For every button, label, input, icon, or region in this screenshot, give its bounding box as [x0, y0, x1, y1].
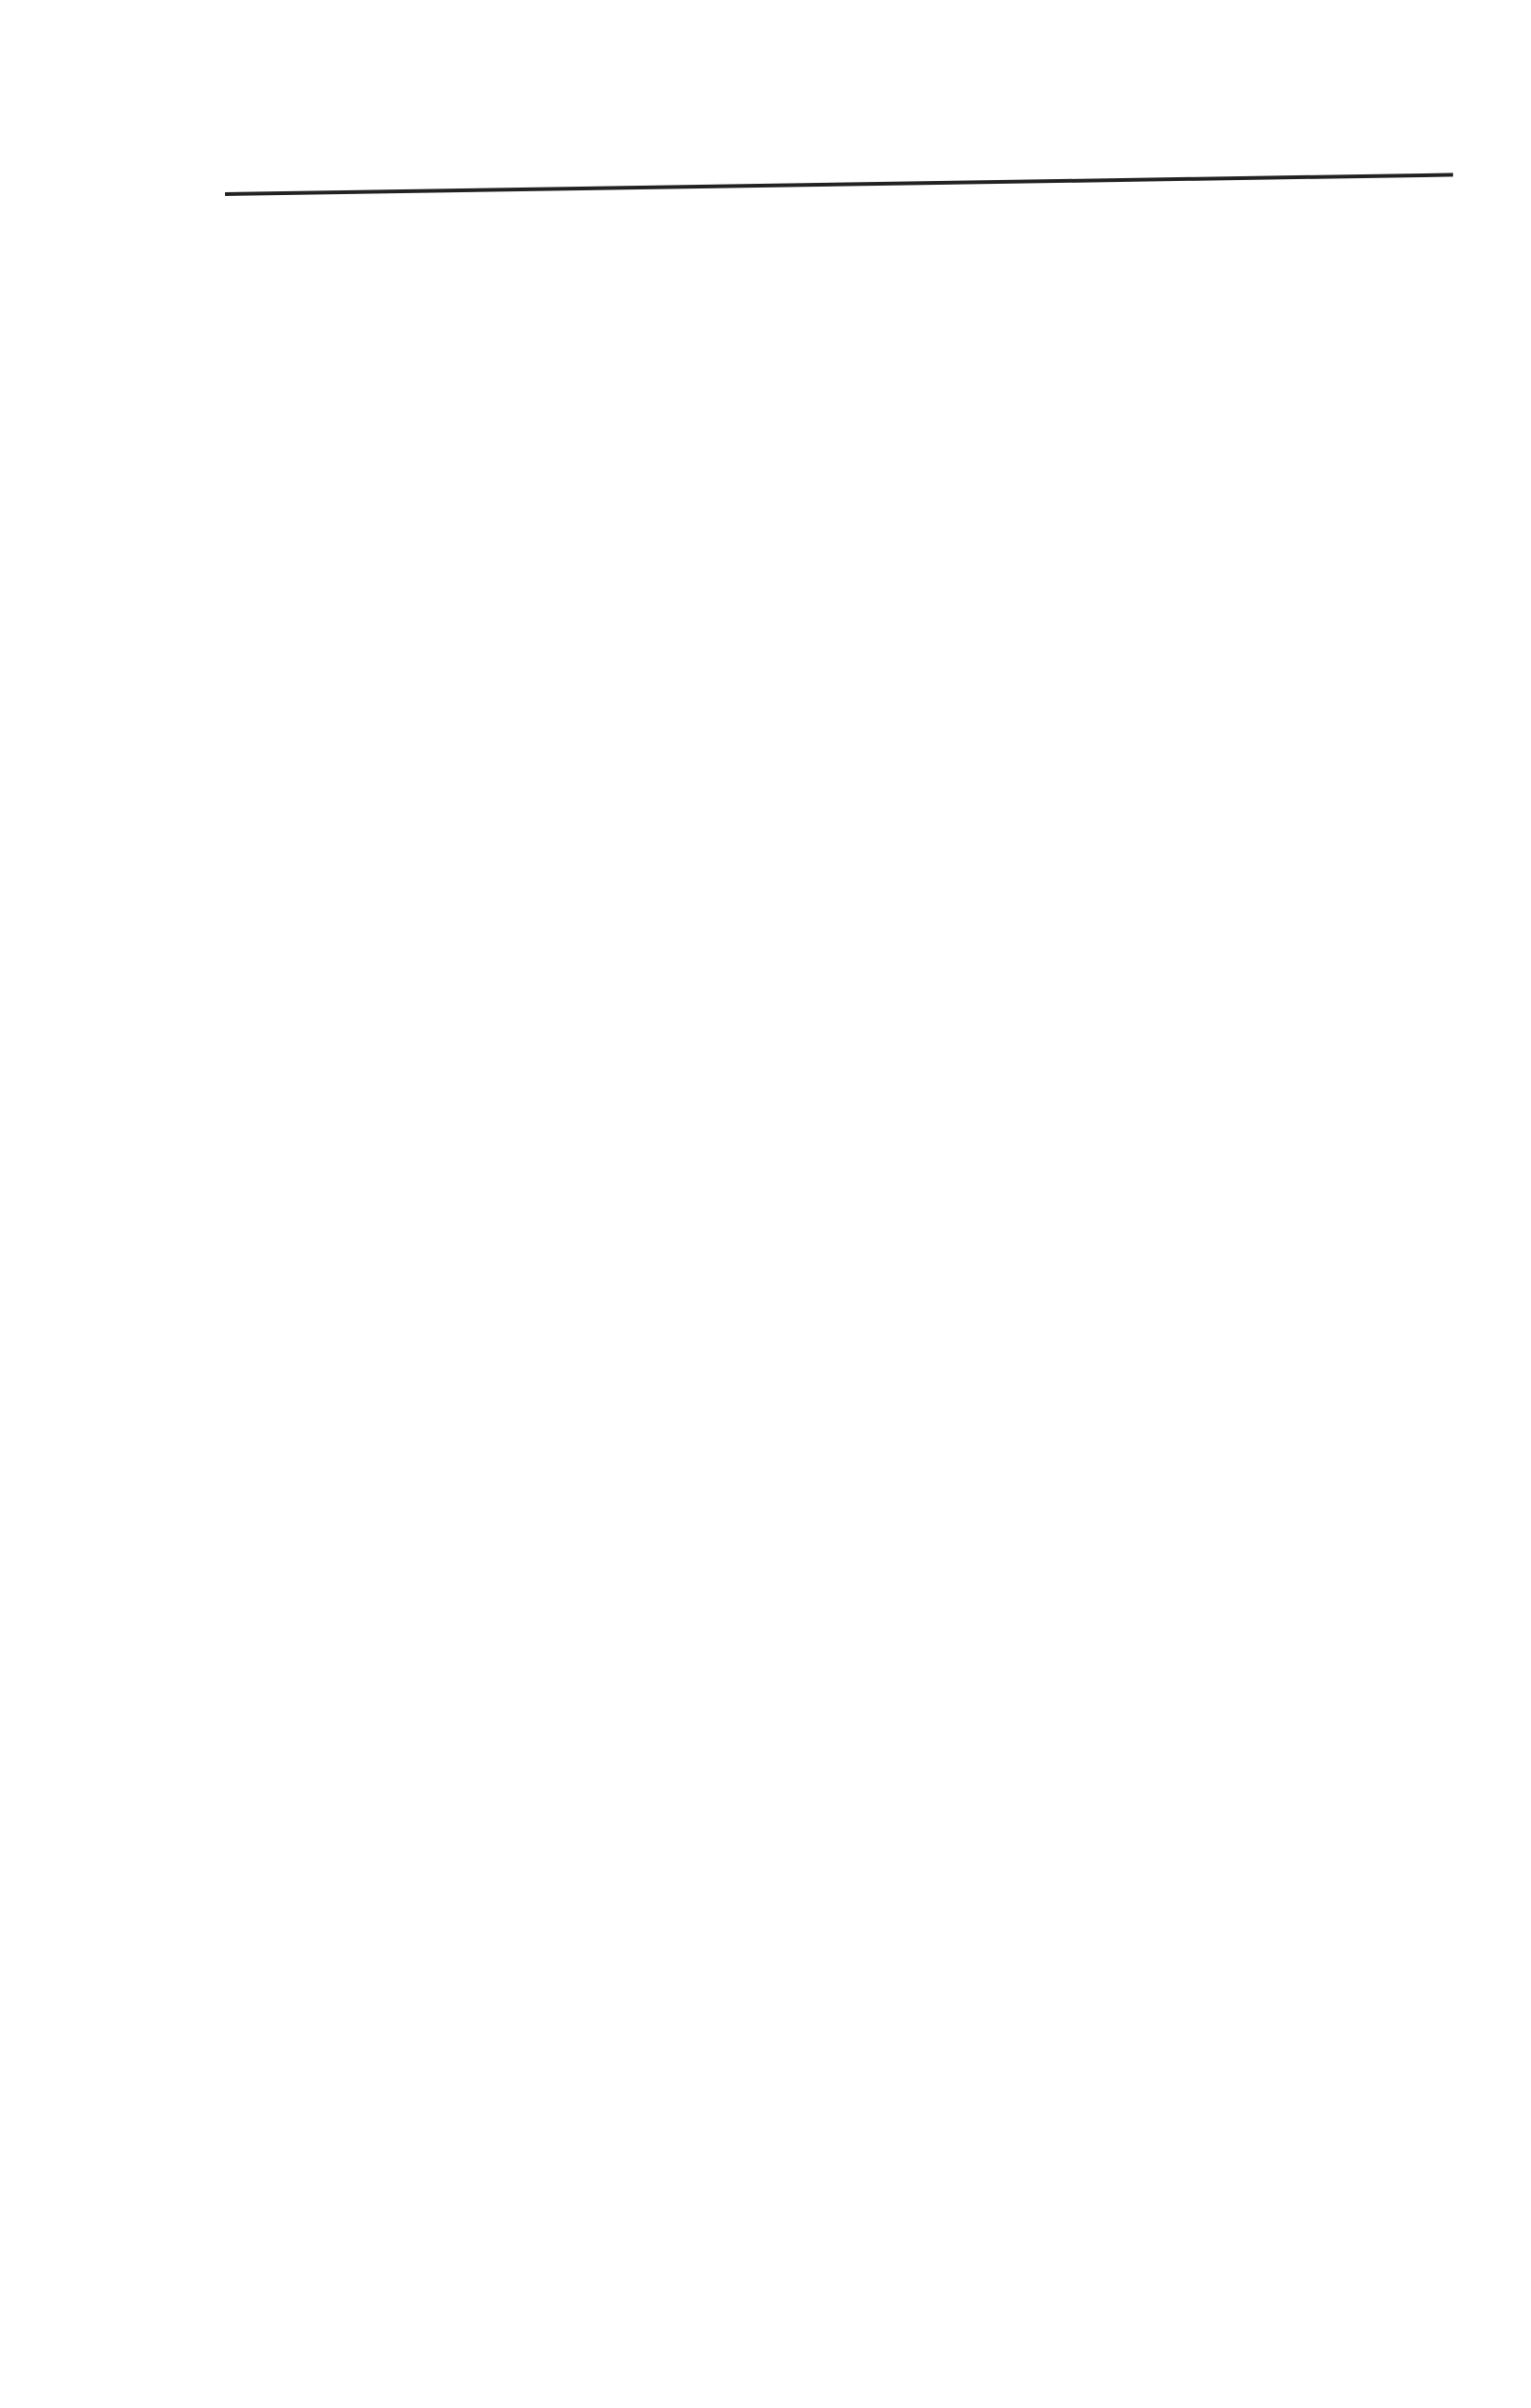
page-header — [230, 111, 1448, 186]
graduate-roster — [244, 480, 1491, 495]
